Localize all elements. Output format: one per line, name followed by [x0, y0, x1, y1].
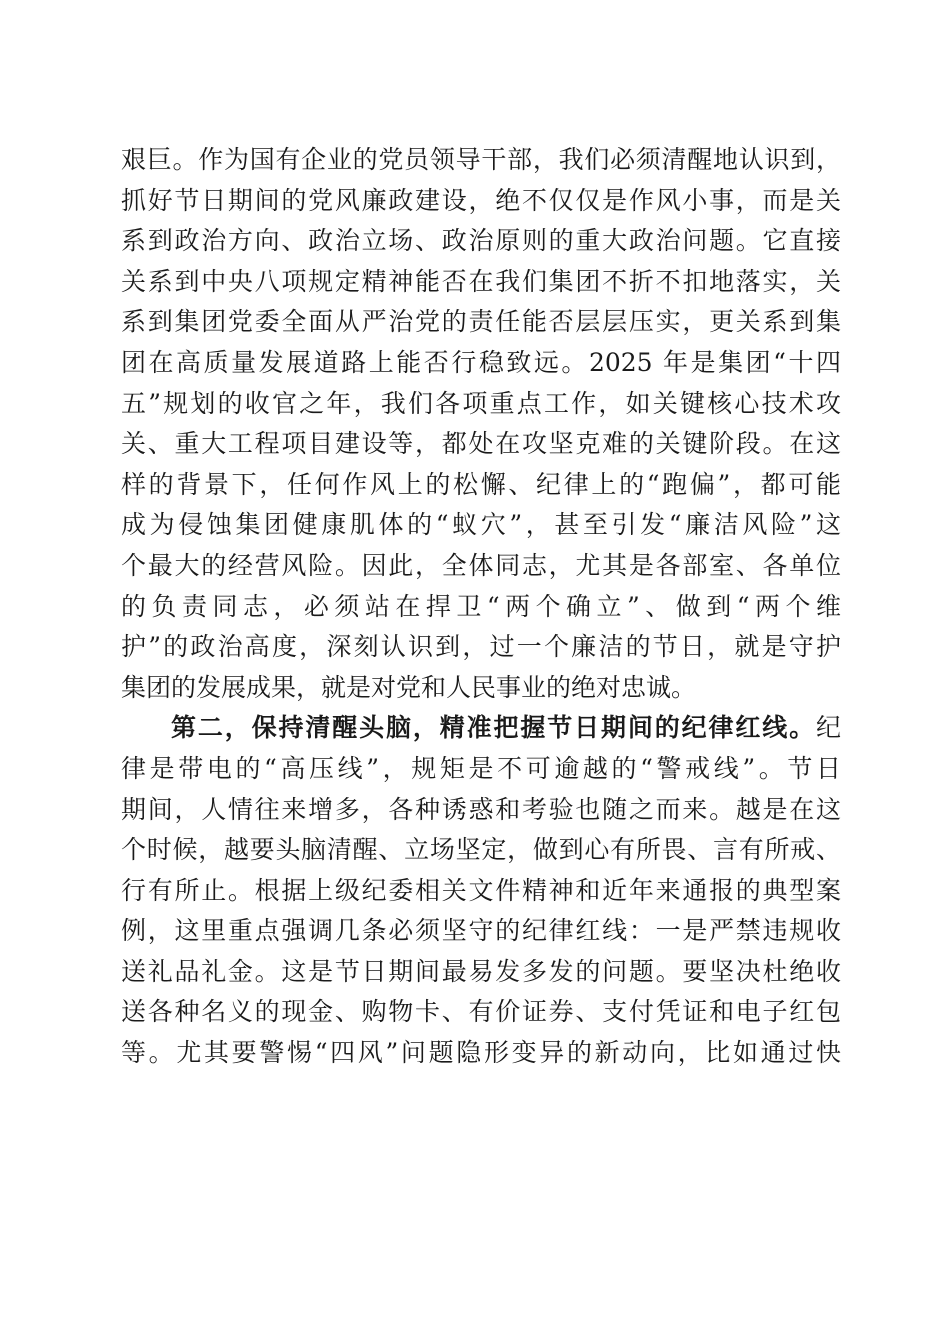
text-line: 送礼品礼金。这是节日期间最易发多发的问题。要坚决杜绝收	[121, 956, 841, 986]
text-line: 例，这里重点强调几条必须坚守的纪律红线：一是严禁违规收	[121, 916, 841, 946]
text-line: 律是带电的“高压线”，规矩是不可逾越的“警戒线”。节日	[121, 753, 841, 783]
body-text	[121, 140, 841, 1074]
text-line: 关、重大工程项目建设等，都处在攻坚克难的关键阶段。在这	[121, 429, 841, 459]
text-line: 抓好节日期间的党风廉政建设，绝不仅仅是作风小事，而是关	[121, 185, 841, 215]
text-line: 样的背景下，任何作风上的松懈、纪律上的“跑偏”，都可能	[121, 469, 841, 499]
text-line: 五”规划的收官之年，我们各项重点工作，如关键核心技术攻	[121, 388, 841, 418]
text-line: 关系到中央八项规定精神能否在我们集团不折不扣地落实，关	[121, 266, 841, 296]
paragraph-2	[121, 708, 841, 1073]
text-line: 的负责同志，必须站在捍卫“两个确立”、做到“两个维	[121, 591, 841, 621]
section-heading: 第二，保持清醒头脑，精准把握节日期间的纪律红线。	[171, 713, 816, 743]
text-line: 护”的政治高度，深刻认识到，过一个廉洁的节日，就是守护	[121, 632, 841, 662]
paragraph-2-first-line	[121, 708, 841, 749]
paragraph-1	[121, 140, 841, 708]
text-line: 等。尤其要警惕“四风”问题隐形变异的新动向，比如通过快	[121, 1038, 841, 1068]
text-line: 艰巨。作为国有企业的党员领导干部，我们必须清醒地认识到，	[121, 145, 841, 174]
text-line: 期间，人情往来增多，各种诱惑和考验也随之而来。越是在这	[121, 794, 841, 824]
text-line: 系到集团党委全面从严治党的责任能否层层压实，更关系到集	[121, 307, 841, 337]
text-line: 系到政治方向、政治立场、政治原则的重大政治问题。它直接	[121, 226, 841, 256]
text-line: 团在高质量发展道路上能否行稳致远。2025 年是集团“十四	[121, 347, 841, 377]
text-line: 成为侵蚀集团健康肌体的“蚁穴”，甚至引发“廉洁风险”这	[121, 510, 841, 540]
text-line: 个最大的经营风险。因此，全体同志，尤其是各部室、各单位	[121, 550, 841, 580]
text-line: 集团的发展成果，就是对党和人民事业的绝对忠诚。	[121, 672, 697, 702]
text-fragment: 纪	[815, 713, 841, 743]
text-line: 送各种名义的现金、购物卡、有价证券、支付凭证和电子红包	[121, 997, 841, 1027]
text-line: 行有所止。根据上级纪委相关文件精神和近年来通报的典型案	[121, 875, 841, 905]
text-line: 个时候，越要头脑清醒、立场坚定，做到心有所畏、言有所戒、	[121, 835, 841, 865]
